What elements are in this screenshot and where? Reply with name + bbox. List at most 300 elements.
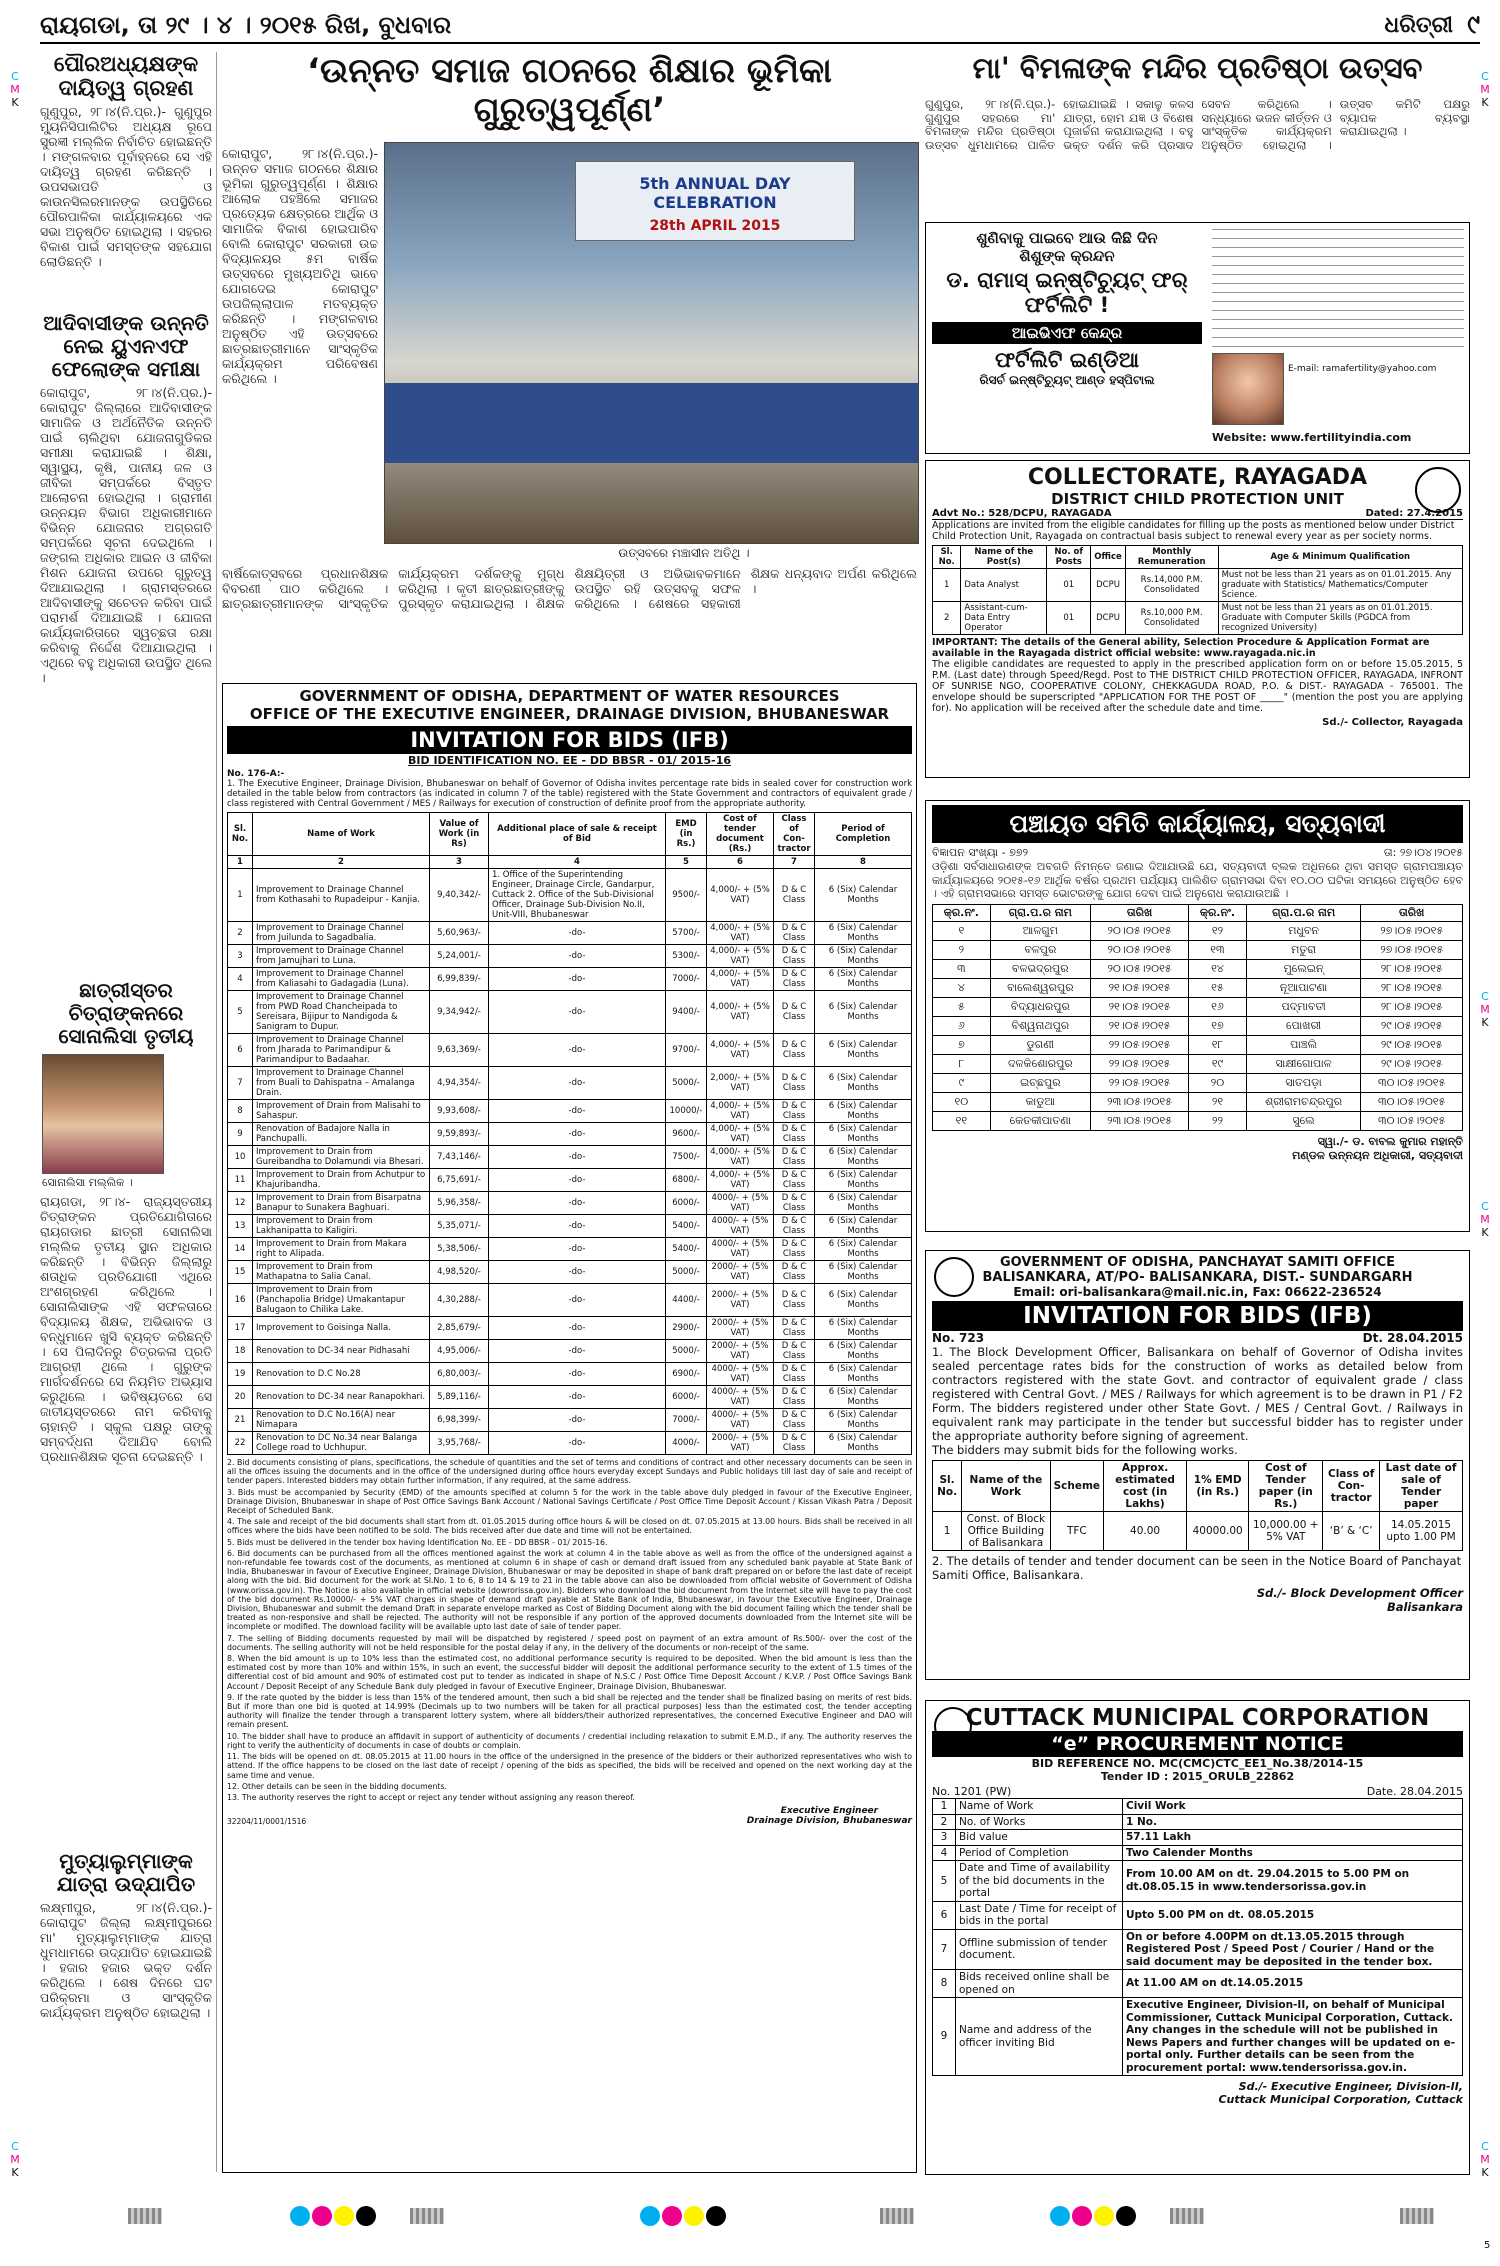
collectorate-subtitle: DISTRICT CHILD PROTECTION UNIT bbox=[1051, 490, 1344, 508]
table-row bbox=[228, 1123, 912, 1146]
cuttack-notice bbox=[925, 1700, 1470, 2175]
collectorate-cell: DCPU bbox=[1091, 602, 1126, 635]
cell-emd: 2900/- bbox=[666, 1317, 707, 1340]
bal-table bbox=[932, 1460, 1463, 1551]
collectorate-title: COLLECTORATE, RAYAGADA bbox=[1027, 465, 1368, 490]
cmc-cell-label: Bids received online shall be opened on bbox=[956, 1970, 1123, 1998]
cmc-cell-value: Two Calender Months bbox=[1123, 1845, 1463, 1861]
cell-value: 5,96,358/- bbox=[430, 1192, 489, 1215]
cmc-cell-label: Last Date / Time for receipt of bids in the portal bbox=[956, 1901, 1123, 1929]
cell-sl: 14 bbox=[228, 1238, 253, 1261]
panchayat-cell: ୨୨।୦୫।୨୦୧୫ bbox=[1090, 1073, 1188, 1092]
cmc-cell-num: 3 bbox=[933, 1830, 956, 1846]
water-resources-ifb bbox=[222, 683, 917, 2173]
panchayat-cell: ୨୧।୦୫।୨୦୧୫ bbox=[1090, 997, 1188, 1016]
cell-work-name: Improvement to Drainage Channel from Juilunda to Sagadbalia. bbox=[253, 922, 430, 945]
cell-sl: 21 bbox=[228, 1409, 253, 1432]
table-row bbox=[228, 1238, 912, 1261]
panchayat-cell: ୩୦।୦୫।୨୦୧୫ bbox=[1361, 1073, 1463, 1092]
cell-sl: 12 bbox=[228, 1192, 253, 1215]
panchayat-cell: ୨୦।୦୫।୨୦୧୫ bbox=[1090, 959, 1188, 978]
panchayat-cell: ୨୧ bbox=[1189, 1092, 1247, 1111]
bal-title-1: GOVERNMENT OF ODISHA, PANCHAYAT SAMITI OFFICE bbox=[999, 1255, 1396, 1270]
cmc-bid-ref: BID REFERENCE NO. MC(CMC)CTC_EE1_No.38/2014-15 bbox=[1031, 1757, 1364, 1770]
cell-emd: 4400/- bbox=[666, 1284, 707, 1317]
page-corner-number: 5 bbox=[1484, 2240, 1491, 2251]
grey-bar-1 bbox=[128, 2208, 162, 2224]
table-row bbox=[228, 1409, 912, 1432]
panchayat-cell: ବିଦ୍ୟାଧରପୁର bbox=[990, 997, 1090, 1016]
table-row bbox=[933, 1998, 1463, 2076]
wr-note-item: 10. The bidder shall have to produce an affidavit in support of authenticity of documents / credential including relaxation to submit E.M.D., if any. The authority reserves the right to verify the authenticity of documents in case of doubts or complain. bbox=[227, 1731, 912, 1750]
bal-table-body bbox=[933, 1512, 1463, 1551]
cmc-cell-num: 5 bbox=[933, 1861, 956, 1902]
cell-emd: 5300/- bbox=[666, 945, 707, 968]
cell-cost: 4000/- + (5% VAT) bbox=[707, 1238, 774, 1261]
fertility-brand-2: ରିସର୍ଚ ଇନ୍‌ଷ୍ଟିଚ୍ୟୁଟ୍ ଆଣ୍ଡ ହସ୍ପିଟାଲ bbox=[979, 373, 1155, 388]
panchayat-table-body bbox=[933, 921, 1463, 1130]
panchayat-cell: ବିଶ୍ୱନାଥପୁର bbox=[990, 1016, 1090, 1035]
fertility-line-1: ଶୁଣିବାକୁ ପାଇବେ ଆଉ କିଛି ଦିନ bbox=[976, 229, 1158, 247]
bal-table-header bbox=[933, 1461, 1463, 1512]
table-row bbox=[228, 945, 912, 968]
cell-sl: 4 bbox=[228, 968, 253, 991]
cell-period: 6 (Six) Calendar Months bbox=[815, 1146, 912, 1169]
wr-bid-table bbox=[227, 812, 912, 1455]
wr-title-2: OFFICE OF THE EXECUTIVE ENGINEER, DRAINAGE DIVISION, BHUBANESWAR bbox=[249, 705, 890, 723]
fertility-address-block bbox=[1212, 229, 1464, 347]
cell-place: -do- bbox=[489, 1146, 666, 1169]
collectorate-cell: 2 bbox=[933, 602, 961, 635]
collectorate-cell: Assistant-cum-Data Entry Operator bbox=[961, 602, 1047, 635]
cell-cost: 4,000/- + (5% VAT) bbox=[707, 922, 774, 945]
cell-place: -do- bbox=[489, 1317, 666, 1340]
cell-cost: 4000/- + (5% VAT) bbox=[707, 1386, 774, 1409]
collectorate-header-cell: Name of the Post(s) bbox=[961, 546, 1047, 569]
panchayat-cell: ୨୯।୦୫।୨୦୧୫ bbox=[1361, 1016, 1463, 1035]
cell-sl: 11 bbox=[228, 1169, 253, 1192]
cmc-cell-num: 8 bbox=[933, 1970, 956, 1998]
grey-bar-2 bbox=[410, 2208, 444, 2224]
bal-date: Dt. 28.04.2015 bbox=[1362, 1331, 1463, 1345]
panchayat-cell: କାଡୁଆ bbox=[990, 1092, 1090, 1111]
bal-cell: 40.00 bbox=[1104, 1512, 1187, 1551]
cell-emd: 5400/- bbox=[666, 1238, 707, 1261]
wr-note-item: 8. When the bid amount is up to 10% less than the estimated cost, no additional performance security is required to be deposited. When the bid amount is less than the estimated cost by more than 10% and within 15%, in such an event, the successful bidder will deposit the additional performance security to the extent of 1.5 times of the differential cost of bid amount and 90% of estimated cost put to tender as indicated in shape of N.S.C / Post Office Time Deposit Account / K.V.P. / Post Office Savings Bank Account / Deposit Receipt of any Schedule Bank duly pledged in favour of Executive Engineer, Drainage Division, Bhubaneswar. bbox=[227, 1654, 912, 1691]
fertility-line-3: ଡ. ରାମାସ୍ ଇନ୍‌ଷ୍ଟିଚ୍ୟୁଟ୍ ଫର୍ ଫର୍ଟିଲିଟି ! bbox=[946, 268, 1188, 318]
balisankara-notice bbox=[925, 1250, 1470, 1680]
cell-sl: 22 bbox=[228, 1432, 253, 1455]
reg-mark-left-top: C M K bbox=[10, 70, 20, 109]
cell-class: D & C Class bbox=[774, 991, 815, 1034]
table-row bbox=[228, 1340, 912, 1363]
cell-work-name: Improvement to Drain from Makara right to Alipada. bbox=[253, 1238, 430, 1261]
cell-class: D & C Class bbox=[774, 1146, 815, 1169]
collectorate-cell: Rs.14,000 P.M. Consolidated bbox=[1125, 569, 1218, 602]
wr-para-1: 1. The Executive Engineer, Drainage Division, Bhubaneswar on behalf of Governor of Odisha invites percentage rate bids in sealed cover for construction work detailed in the table below from contractors (as indicated in column 7 of the table) registered with the State Government and contractors of equivalent grade / class registered with Central Government / MES / Railways for execution of construction of definite proof from the appropriate authority. bbox=[227, 779, 912, 809]
panchayat-cell: ଶ୍ରୀରାମଚନ୍ଦ୍ରପୁର bbox=[1246, 1092, 1361, 1111]
fertility-baby-photo bbox=[1212, 353, 1284, 425]
cmc-cell-num: 4 bbox=[933, 1845, 956, 1861]
panchayat-cell: ୧୧ bbox=[933, 1111, 991, 1130]
cell-place: -do- bbox=[489, 1169, 666, 1192]
wr-note-item: 4. The sale and receipt of the bid documents shall start from dt. 01.05.2015 during office hours & will be closed on dt. 07.05.2015 at 13.00 hours. Bids shall be received in all offices where the bids have been notified to be sold. The bids received after due date and time will not be entertained. bbox=[227, 1517, 912, 1536]
brand-name: ଧରିତ୍ରୀ bbox=[1384, 12, 1454, 38]
cell-period: 6 (Six) Calendar Months bbox=[815, 1215, 912, 1238]
table-row bbox=[933, 959, 1463, 978]
panchayat-sign-2: ମଣ୍ଡଳ ଉନ୍ନୟନ ଅଧିକାରୀ, ସତ୍ୟବାଦୀ bbox=[1292, 1148, 1463, 1162]
cell-emd: 7500/- bbox=[666, 1146, 707, 1169]
table-row bbox=[933, 569, 1463, 602]
cell-value: 6,80,003/- bbox=[430, 1363, 489, 1386]
cell-value: 4,30,288/- bbox=[430, 1284, 489, 1317]
cmc-cell-label: Bid value bbox=[956, 1830, 1123, 1846]
cell-period: 6 (Six) Calendar Months bbox=[815, 1261, 912, 1284]
panchayat-cell: କେତକୀପାତଣା bbox=[990, 1111, 1090, 1130]
wr-ifb-bar: INVITATION FOR BIDS (IFB) bbox=[227, 726, 912, 754]
table-row bbox=[228, 1261, 912, 1284]
cell-period: 6 (Six) Calendar Months bbox=[815, 991, 912, 1034]
cell-work-name: Renovation to D.C No.28 bbox=[253, 1363, 430, 1386]
bal-header-cell: Last date of sale of Tender paper bbox=[1380, 1461, 1463, 1512]
story-yatra: ଲକ୍ଷ୍ମୀପୁର, ୨୮।୪(ନି.ପ୍ର.)- କୋରାପୁଟ ଜିଲ୍ଲା ଲକ୍ଷ୍ମୀପୁରରେ ମା' ମୁତ୍ୟାଲୁମ୍ମାଙ୍କ ଯାତ୍ରା ଧୁମଧାମରେ ଉଦ୍‌ଯାପିତ ହୋଇଯାଇଛି । ହଜାର ହଜାର ଭକ୍ତ ଦର୍ଶନ କରିଥିଲେ । ଶେଷ ଦିନରେ ଘଟ ପରିକ୍ରମା ଓ ସାଂସ୍କୃତିକ କାର୍ଯ୍ୟକ୍ରମ ଅନୁଷ୍ଠିତ ହୋଇଥିଲା । bbox=[40, 1900, 212, 2021]
cell-class: D & C Class bbox=[774, 1261, 815, 1284]
bal-header-cell: Approx. estimated cost (in Lakhs) bbox=[1104, 1461, 1187, 1512]
panchayat-cell: ପଦ୍ମାବତୀ bbox=[1246, 997, 1361, 1016]
odisha-emblem-icon bbox=[934, 1257, 974, 1297]
collectorate-header-cell: Age & Minimum Qualification bbox=[1218, 546, 1462, 569]
wr-footer-code: 32204/11/0001/1516 bbox=[227, 1817, 307, 1827]
panchayat-cell: ୨୨ bbox=[1189, 1111, 1247, 1130]
bal-cell: 40000.00 bbox=[1187, 1512, 1249, 1551]
black-swatch bbox=[1116, 2206, 1136, 2226]
cell-class: D & C Class bbox=[774, 1215, 815, 1238]
wr-note-item: 7. The selling of Bidding documents requested by mail will be dispatched by registered / speed post on payment of an extra amount of Rs.500/- over the cost of the documents. The selling authority will not be held responsible for the postal delay if any, in the delivery of the documents or non-receipt of the same. bbox=[227, 1633, 912, 1652]
table-row bbox=[228, 1284, 912, 1317]
panchayat-cell: ୮ bbox=[933, 1054, 991, 1073]
cell-emd: 6000/- bbox=[666, 1386, 707, 1409]
table-row bbox=[933, 1901, 1463, 1929]
cell-class: D & C Class bbox=[774, 1340, 815, 1363]
cell-work-name: Improvement of Drain from Malisahi to Sahaspur. bbox=[253, 1100, 430, 1123]
panchayat-header-cell: ତାରିଖ bbox=[1361, 904, 1463, 921]
cell-value: 9,59,893/- bbox=[430, 1123, 489, 1146]
table-row bbox=[228, 1034, 912, 1067]
cell-cost: 4,000/- + (5% VAT) bbox=[707, 1169, 774, 1192]
cell-emd: 9700/- bbox=[666, 1034, 707, 1067]
cmc-cell-label: No. of Works bbox=[956, 1814, 1123, 1830]
panchayat-cell: ୨୧।୦୫।୨୦୧୫ bbox=[1090, 1016, 1188, 1035]
cell-cost: 4,000/- + (5% VAT) bbox=[707, 869, 774, 922]
bal-cell: TFC bbox=[1050, 1512, 1103, 1551]
table-row bbox=[228, 1192, 912, 1215]
cell-value: 5,89,116/- bbox=[430, 1386, 489, 1409]
table-row bbox=[228, 1146, 912, 1169]
panchayat-cell: ମତୁରା bbox=[1246, 940, 1361, 959]
cell-period: 6 (Six) Calendar Months bbox=[815, 922, 912, 945]
photo-stage-table bbox=[385, 383, 919, 463]
cell-period: 6 (Six) Calendar Months bbox=[815, 1363, 912, 1386]
bal-header-cell: 1% EMD (in Rs.) bbox=[1187, 1461, 1249, 1512]
cmc-cell-value: On or before 4.00PM on dt.13.05.2015 through Registered Post / Speed Post / Courier / Hand or the said document may be deposited in the tender box. bbox=[1123, 1929, 1463, 1970]
magenta-swatch bbox=[1072, 2206, 1092, 2226]
panchayat-cell: ୨୦।୦୫।୨୦୧୫ bbox=[1090, 940, 1188, 959]
collectorate-table-body bbox=[933, 569, 1463, 635]
wr-note-item: 12. Other details can be seen in the bidding documents. bbox=[227, 1781, 448, 1791]
table-row bbox=[933, 1092, 1463, 1111]
table-row bbox=[933, 1970, 1463, 1998]
panchayat-notice-no: ବିଜ୍ଞାପନ ସଂଖ୍ୟା - ୭୭୨ bbox=[932, 846, 1029, 859]
cell-cost: 4000/- + (5% VAT) bbox=[707, 1192, 774, 1215]
cmc-cell-value: At 11.00 AM on dt.14.05.2015 bbox=[1123, 1970, 1463, 1998]
bal-title-2: BALISANKARA, AT/PO- BALISANKARA, DIST.- SUNDARGARH bbox=[982, 1270, 1413, 1285]
panchayat-cell: ୨୯।୦୫।୨୦୧୫ bbox=[1361, 1054, 1463, 1073]
cell-place: -do- bbox=[489, 922, 666, 945]
cmc-cell-num: 2 bbox=[933, 1814, 956, 1830]
table-row bbox=[228, 1432, 912, 1455]
collectorate-intro: Applications are invited from the eligible candidates for filling up the posts as mentioned below under District Child Protection Unit, Rayagada on contractual basis subject to renewal every year as per society norms. bbox=[932, 520, 1455, 542]
cmc-table bbox=[932, 1798, 1463, 2076]
cell-period: 6 (Six) Calendar Months bbox=[815, 1340, 912, 1363]
photo-annual-day bbox=[384, 142, 919, 544]
cell-class: D & C Class bbox=[774, 1123, 815, 1146]
masthead bbox=[40, 8, 1480, 44]
collectorate-header-cell: Monthly Remuneration bbox=[1125, 546, 1218, 569]
table-row bbox=[228, 1169, 912, 1192]
cell-work-name: Improvement to Drainage Channel from PWD Road Chancheipada to Sereisara, Bijipur to Nandigoda & Sanigram to Dupur. bbox=[253, 991, 430, 1034]
bal-para-2: 2. The details of tender and tender document can be seen in the Notice Board of Panchayat Samiti Office, Balisankara. bbox=[932, 1554, 1462, 1582]
cell-class: D & C Class bbox=[774, 1284, 815, 1317]
table-row bbox=[933, 602, 1463, 635]
panchayat-cell: ବାଲେଶ୍ୱରପୁର bbox=[990, 978, 1090, 997]
story-tribal: କୋରାପୁଟ, ୨୮।୪(ନି.ପ୍ର.)- କୋରାପୁଟ ଜିଲ୍ଲାରେ ଆଦିବାସୀଙ୍କ ସାମାଜିକ ଓ ଅର୍ଥନୈତିକ ଉନ୍ନତି ପାଇଁ ଚାଲିଥିବା ଯୋଜନାଗୁଡିକର ସମୀକ୍ଷା କରାଯାଇଛି । ଶିକ୍ଷା, ସ୍ୱାସ୍ଥ୍ୟ, କୃଷି, ପାନୀୟ ଜଳ ଓ ଜୀବିକା ସମ୍ପର୍କରେ ବିସ୍ତୃତ ଆଲୋଚନା ହୋଇଥିଲା । ଗ୍ରାମୀଣ ଉନ୍ନୟନ ବିଭାଗ ଅଧିକାରୀମାନେ ବିଭିନ୍ନ ଯୋଜନାର ଅଗ୍ରଗତି ସମ୍ପର୍କରେ ସୂଚନା ଦେଇଥିଲେ । ଜଙ୍ଗଲ ଅଧିକାର ଆଇନ ଓ ଜୀବିକା ମିଶନ ଯୋଜନା ଉପରେ ଗୁରୁତ୍ୱ ଦିଆଯାଇଥିଲା । ଗ୍ରାମସ୍ତରରେ ଆଦିବାସୀଙ୍କୁ ସଚେତନ କରିବା ପାଇଁ ପରାମର୍ଶ ଦିଆଯାଇଛି । ଯୋଜନା କାର୍ଯ୍ୟକାରିତାରେ ସ୍ୱଚ୍ଛତା ରକ୍ଷା କରିବାକୁ ନିର୍ଦ୍ଦେଶ ଦିଆଯାଇଥିଲା । ଏଥିରେ ବହୁ ଅଧିକାରୀ ଉପସ୍ଥିତ ଥିଲେ । bbox=[40, 385, 212, 686]
cell-work-name: Improvement to Drain from Bisarpatna Banapur to Sunakera Baghuari. bbox=[253, 1192, 430, 1215]
cell-sl: 20 bbox=[228, 1386, 253, 1409]
cell-value: 9,34,942/- bbox=[430, 991, 489, 1034]
cmc-cell-value: Executive Engineer, Division-II, on behalf of Municipal Commissioner, Cuttack Municipal Corporation, Cuttack. Any changes in the schedule will not be published in News Papers and further changes will be updated on e-portal only. Further details can be seen from the procurement portal: www.tendersorissa.gov.in. bbox=[1123, 1998, 1463, 2076]
cell-value: 7,43,146/- bbox=[430, 1146, 489, 1169]
panchayat-cell: ୧୦ bbox=[933, 1092, 991, 1111]
photo-banner: 5th ANNUAL DAY CELEBRATION 28th APRIL 2015 bbox=[575, 161, 855, 241]
cell-emd: 6000/- bbox=[666, 1192, 707, 1215]
cell-emd: 9400/- bbox=[666, 991, 707, 1034]
cell-period: 6 (Six) Calendar Months bbox=[815, 1409, 912, 1432]
magenta-swatch bbox=[662, 2206, 682, 2226]
cmc-sign-2: Cuttack Municipal Corporation, Cuttack bbox=[1218, 2093, 1463, 2106]
cell-value: 4,94,354/- bbox=[430, 1067, 489, 1100]
photo-caption-sonalisa: ସୋନାଲିସା ମଲ୍ଲିକ । bbox=[42, 1176, 133, 1190]
table-row bbox=[228, 922, 912, 945]
wr-note-item: 13. The authority reserves the right to accept or reject any tender without assigning any reason thereof. bbox=[227, 1792, 635, 1802]
cell-class: D & C Class bbox=[774, 869, 815, 922]
panchayat-header-cell: କ୍ର.ନଂ. bbox=[933, 904, 991, 921]
bal-contact: Email: ori-balisankara@mail.nic.in, Fax: 06622-236524 bbox=[1013, 1285, 1382, 1299]
cell-place: -do- bbox=[489, 1386, 666, 1409]
table-row bbox=[933, 1512, 1463, 1551]
bal-cell: 14.05.2015 upto 1.00 PM bbox=[1380, 1512, 1463, 1551]
bal-notice-no: No. 723 bbox=[932, 1331, 985, 1345]
collectorate-table-header bbox=[933, 546, 1463, 569]
panchayat-cell: ୧୫ bbox=[1189, 978, 1247, 997]
panchayat-cell: ୨୮।୦୫।୨୦୧୫ bbox=[1361, 997, 1463, 1016]
collectorate-sign: Sd./- Collector, Rayagada bbox=[1322, 717, 1463, 728]
cell-work-name: Improvement to Drainage Channel from Jamujhari to Luna. bbox=[253, 945, 430, 968]
reg-mark-left-bottom: C M K bbox=[10, 2140, 20, 2179]
cell-emd: 10000/- bbox=[666, 1100, 707, 1123]
panchayat-cell: ଆଳଗୁମ bbox=[990, 921, 1090, 940]
table-row bbox=[933, 1035, 1463, 1054]
table-row bbox=[933, 1814, 1463, 1830]
bal-cell: Const. of Block Office Building of Balisankara bbox=[962, 1512, 1050, 1551]
cmc-notice-no: No. 1201 (PW) bbox=[932, 1785, 1012, 1798]
table-row bbox=[228, 1386, 912, 1409]
page-number: ୯ bbox=[1467, 9, 1480, 40]
collectorate-body: The eligible candidates are requested to apply in the prescribed application form on or before 15.05.2015, 5 P.M. (Last date) through Speed/Regd. Post to THE DISTRICT CHILD PROTECTION OFFICER, RAYAGADA, INFRONT OF SUNRISE NGO, COOPERATIVE COLONY, CHEKKAGUDA ROAD, P.O. & DIST.- RAYAGADA - 765001. The envelope should be superscripted "APPLICATION FOR THE POST OF _____" (mention the post you are applying for). No application will be received after the schedule date and time. bbox=[932, 659, 1463, 714]
wr-note-item: 2. Bid documents consisting of plans, specifications, the schedule of quantities and the set of terms and conditions of contract and other necessary documents can be seen in all the offices issuing the documents and in the office of the undersigned during office hours everyday except Sundays and Public holidays till last day of sale and receipt of tender papers. Interested bidders may obtain further information, if any required, at the same address. bbox=[227, 1458, 912, 1486]
cell-work-name: Improvement to Drain from Gureibandha to Dolamundi via Bhesari. bbox=[253, 1146, 430, 1169]
cell-place: -do- bbox=[489, 1067, 666, 1100]
cell-place: -do- bbox=[489, 1215, 666, 1238]
panchayat-cell: ୨୧।୦୫।୨୦୧୫ bbox=[1090, 978, 1188, 997]
cell-emd: 7000/- bbox=[666, 1409, 707, 1432]
cell-sl: 10 bbox=[228, 1146, 253, 1169]
cell-cost: 2000/- + (5% VAT) bbox=[707, 1261, 774, 1284]
cell-period: 6 (Six) Calendar Months bbox=[815, 1100, 912, 1123]
headline-tribal: ଆଦିବାସୀଙ୍କ ଉନ୍ନତି ନେଇ ୟୁଏନଏଫ ଫେଲୋଙ୍କ ସମୀକ୍ଷା bbox=[43, 311, 209, 382]
cell-emd: 5000/- bbox=[666, 1067, 707, 1100]
cell-cost: 4000/- + (5% VAT) bbox=[707, 1363, 774, 1386]
fertility-website: Website: www.fertilityindia.com bbox=[1212, 431, 1412, 444]
cell-period: 6 (Six) Calendar Months bbox=[815, 1432, 912, 1455]
cell-sl: 5 bbox=[228, 991, 253, 1034]
cell-work-name: Improvement to Drainage Channel from Kaliasahi to Gadagadia (Luna). bbox=[253, 968, 430, 991]
cell-work-name: Improvement to Drainage Channel from Buali to Dahispatna – Amalanga Drain. bbox=[253, 1067, 430, 1100]
column-rule bbox=[216, 52, 217, 2172]
bal-cell: 10,000.00 + 5% VAT bbox=[1249, 1512, 1323, 1551]
headline-education: ‘ଉନ୍ନତ ସମାଜ ଗଠନରେ ଶିକ୍ଷାର ଭୂମିକା ଗୁରୁତ୍ୱପୂର୍ଣ୍ଣ’ bbox=[307, 51, 832, 131]
emblem-icon bbox=[1415, 467, 1461, 513]
cell-cost: 4000/- + (5% VAT) bbox=[707, 1409, 774, 1432]
cell-value: 5,24,001/- bbox=[430, 945, 489, 968]
cell-class: D & C Class bbox=[774, 968, 815, 991]
cell-work-name: Improvement to Drainage Channel from Kothasahi to Rupadeipur - Kanjia. bbox=[253, 869, 430, 922]
panchayat-cell: ୧୮ bbox=[1189, 1035, 1247, 1054]
headline-municipal: ପୌରଅଧ୍ୟକ୍ଷଙ୍କ ଦାୟିତ୍ୱ ଗ୍ରହଣ bbox=[53, 52, 199, 101]
cell-class: D & C Class bbox=[774, 1432, 815, 1455]
table-row bbox=[933, 1830, 1463, 1846]
wr-note-item: 5. Bids must be delivered in the tender box having Identification No. EE - DD BBSR - 01/ 2015-16. bbox=[227, 1537, 608, 1547]
panchayat-cell: ୨୩।୦୫।୨୦୧୫ bbox=[1090, 1111, 1188, 1130]
reg-mark-right-bottom: C M K bbox=[1480, 2140, 1490, 2179]
cell-emd: 5000/- bbox=[666, 1261, 707, 1284]
bal-para-1: 1. The Block Development Officer, Balisankara on behalf of Governor of Odisha invites sealed percentage rates bids for the construction of works as detailed below from contractors registered with the state Govt. and contractor of equivalent grade / class registered with Central Govt. / MES / Railways for which agreement is to be drawn in P1 / F2 Form. The bidders registered under other State Govt. / MES / Central Govt. / Railways in equivalent rank may participate in the tender but successful bidder has to register under the appropriate authority before signing of agreement. bbox=[932, 1345, 1463, 1443]
cell-emd: 7000/- bbox=[666, 968, 707, 991]
story-education-left: କୋରାପୁଟ, ୨୮।୪(ନି.ପ୍ର.)- ଉନ୍ନତ ସମାଜ ଗଠନରେ ଶିକ୍ଷାର ଭୂମିକା ଗୁରୁତ୍ୱପୂର୍ଣ୍ଣ । ଶିକ୍ଷାର ଆଲୋକ ପହଞ୍ଚିଲେ ସମାଜର ପ୍ରତ୍ୟେକ କ୍ଷେତ୍ରରେ ଆର୍ଥିକ ଓ ସାମାଜିକ ବିକାଶ ହୋଇପାରିବ ବୋଲି କୋରାପୁଟ ସରକାରୀ ଉଚ୍ଚ ବିଦ୍ୟାଳୟର ୫ମ ବାର୍ଷିକ ଉତ୍ସବରେ ମୁଖ୍ୟଅତିଥି ଭାବେ ଯୋଗଦେଇ କୋରାପୁଟ ଉପଜିଲ୍ଲାପାଳ ମତବ୍ୟକ୍ତ କରିଛନ୍ତି । ମଙ୍ଗଳବାର ଅନୁଷ୍ଠିତ ଏହି ଉତ୍ସବରେ ଛାତ୍ରଛାତ୍ରୀମାନେ ସାଂସ୍କୃତିକ କାର୍ଯ୍ୟକ୍ରମ ପରିବେଷଣ କରିଥିଲେ । bbox=[222, 146, 378, 386]
wr-sign-1: Executive Engineer bbox=[780, 1806, 879, 1817]
panchayat-cell: ସାତପଡ଼ା bbox=[1246, 1073, 1361, 1092]
cell-class: D & C Class bbox=[774, 922, 815, 945]
cell-cost: 4,000/- + (5% VAT) bbox=[707, 1123, 774, 1146]
grey-bar-5 bbox=[1400, 2208, 1434, 2224]
cell-period: 6 (Six) Calendar Months bbox=[815, 1386, 912, 1409]
collectorate-notice bbox=[925, 460, 1470, 778]
cell-value: 5,35,071/- bbox=[430, 1215, 489, 1238]
magenta-swatch bbox=[312, 2206, 332, 2226]
cyan-swatch bbox=[290, 2206, 310, 2226]
collectorate-header-cell: Sl. No. bbox=[933, 546, 961, 569]
cell-period: 6 (Six) Calendar Months bbox=[815, 945, 912, 968]
cell-value: 9,40,342/- bbox=[430, 869, 489, 922]
grey-bar-4 bbox=[1170, 2208, 1204, 2224]
cell-place: -do- bbox=[489, 991, 666, 1034]
panchayat-cell: ୨୨।୦୫।୨୦୧୫ bbox=[1090, 1035, 1188, 1054]
wr-sign-2: Drainage Division, Bhubaneswar bbox=[746, 1816, 912, 1827]
cell-work-name: Improvement to Drain from Lakhanipatta to Kaligiri. bbox=[253, 1215, 430, 1238]
collectorate-cell: 1 bbox=[933, 569, 961, 602]
yellow-swatch bbox=[1094, 2206, 1114, 2226]
panchayat-cell: ୨୩।୦୫।୨୦୧୫ bbox=[1090, 1092, 1188, 1111]
cell-sl: 8 bbox=[228, 1100, 253, 1123]
panchayat-body: ଓଡ଼ିଶା ସର୍ବସାଧାରଣଙ୍କ ଅବଗତି ନିମନ୍ତେ ଜଣାଇ ଦିଆଯାଉଛି ଯେ, ସତ୍ୟବାଦୀ ବ୍ଲକ ଅଧିନରେ ଥିବା ସମସ୍ତ ଗ୍ରାମପଞ୍ଚାୟତ କାର୍ଯ୍ୟାଳୟରେ ୨୦୧୫-୧୬ ଆର୍ଥିକ ବର୍ଷର ପ୍ରଥମ ପର୍ଯ୍ୟାୟ ପାଲିଶିତ ଗ୍ରାମସଭା ଦିବା ୧୦.୦୦ ଘଟିକା ସମୟରେ ଅନୁଷ୍ଠିତ ହେବ । ଏହି ଗ୍ରାମସଭାରେ ସମସ୍ତ ଭୋଟରଙ୍କୁ ଯୋଗ ଦେବା ପାଇଁ ଅନୁରୋଧ କରାଯାଉଅଛି । bbox=[932, 860, 1463, 900]
panchayat-cell: ୨୭।୦୫।୨୦୧୫ bbox=[1361, 940, 1463, 959]
cmc-cell-num: 9 bbox=[933, 1998, 956, 2076]
cell-period: 6 (Six) Calendar Months bbox=[815, 1284, 912, 1317]
cell-cost: 4,000/- + (5% VAT) bbox=[707, 991, 774, 1034]
table-row bbox=[228, 1363, 912, 1386]
cmc-cell-num: 1 bbox=[933, 1799, 956, 1815]
cell-value: 6,99,839/- bbox=[430, 968, 489, 991]
cell-period: 6 (Six) Calendar Months bbox=[815, 1034, 912, 1067]
cell-work-name: Renovation to D.C No.16(A) near Nimapara bbox=[253, 1409, 430, 1432]
cell-work-name: Improvement to Drain from Mathapatna to Salia Canal. bbox=[253, 1261, 430, 1284]
cell-place: -do- bbox=[489, 1238, 666, 1261]
panchayat-cell: ନୂଆପାଟଣା bbox=[1246, 978, 1361, 997]
panchayat-notice bbox=[925, 800, 1470, 1232]
panchayat-header-cell: ଗ୍ରା.ପ.ର ନାମ bbox=[990, 904, 1090, 921]
grey-bar-3 bbox=[880, 2208, 914, 2224]
cell-place: -do- bbox=[489, 1034, 666, 1067]
panchayat-cell: ୩୦।୦୫।୨୦୧୫ bbox=[1361, 1092, 1463, 1111]
table-row bbox=[933, 940, 1463, 959]
panchayat-sign-1: ସ୍ୱା./- ଡ. ବାବଲ କୁମାର ମହାନ୍ତି bbox=[1317, 1134, 1463, 1148]
collectorate-table bbox=[932, 545, 1463, 635]
bal-header-cell: Name of the Work bbox=[962, 1461, 1050, 1512]
bal-header-cell: Class of Con-tractor bbox=[1323, 1461, 1380, 1512]
cell-place: -do- bbox=[489, 1432, 666, 1455]
table-row bbox=[933, 1929, 1463, 1970]
cell-work-name: Renovation to DC No.34 near Balanga College road to Uchhupur. bbox=[253, 1432, 430, 1455]
cell-work-name: Renovation of Badajore Nalla in Panchupalli. bbox=[253, 1123, 430, 1146]
cell-class: D & C Class bbox=[774, 1386, 815, 1409]
cell-emd: 5700/- bbox=[666, 922, 707, 945]
cell-cost: 4,000/- + (5% VAT) bbox=[707, 945, 774, 968]
wr-note-item: 3. Bids must be accompanied by Security (EMD) of the amounts specified at column 5 for the work in the table above duly pledged in favour of the Executive Engineer, Drainage Division, Bhubaneswar in shape of Post Office Savings Bank Account / National Savings Certificate / Post Office Time Deposit Account / Kissan Vikash Patra / Deposit Receipt of Scheduled Bank. bbox=[227, 1487, 912, 1516]
cell-period: 6 (Six) Calendar Months bbox=[815, 968, 912, 991]
fertility-ad bbox=[925, 222, 1470, 454]
cell-work-name: Renovation to DC-34 near Ranapokhari. bbox=[253, 1386, 430, 1409]
panchayat-cell: ୭ bbox=[933, 1035, 991, 1054]
cell-cost: 2000/- + (5% VAT) bbox=[707, 1284, 774, 1317]
cmc-cell-label: Name of Work bbox=[956, 1799, 1123, 1815]
table-row bbox=[933, 1799, 1463, 1815]
cmc-cell-value: Civil Work bbox=[1123, 1799, 1463, 1815]
table-row bbox=[933, 978, 1463, 997]
table-row bbox=[933, 1111, 1463, 1130]
cell-sl: 19 bbox=[228, 1363, 253, 1386]
cell-sl: 6 bbox=[228, 1034, 253, 1067]
cell-work-name: Improvement to Drainage Channel from Jharada to Parimandipur & Parimandipur to Badaahar. bbox=[253, 1034, 430, 1067]
headline-temple: ମା' ବିମଳାଙ୍କ ମନ୍ଦିର ପ୍ରତିଷ୍ଠା ଉତ୍ସବ bbox=[972, 51, 1423, 85]
